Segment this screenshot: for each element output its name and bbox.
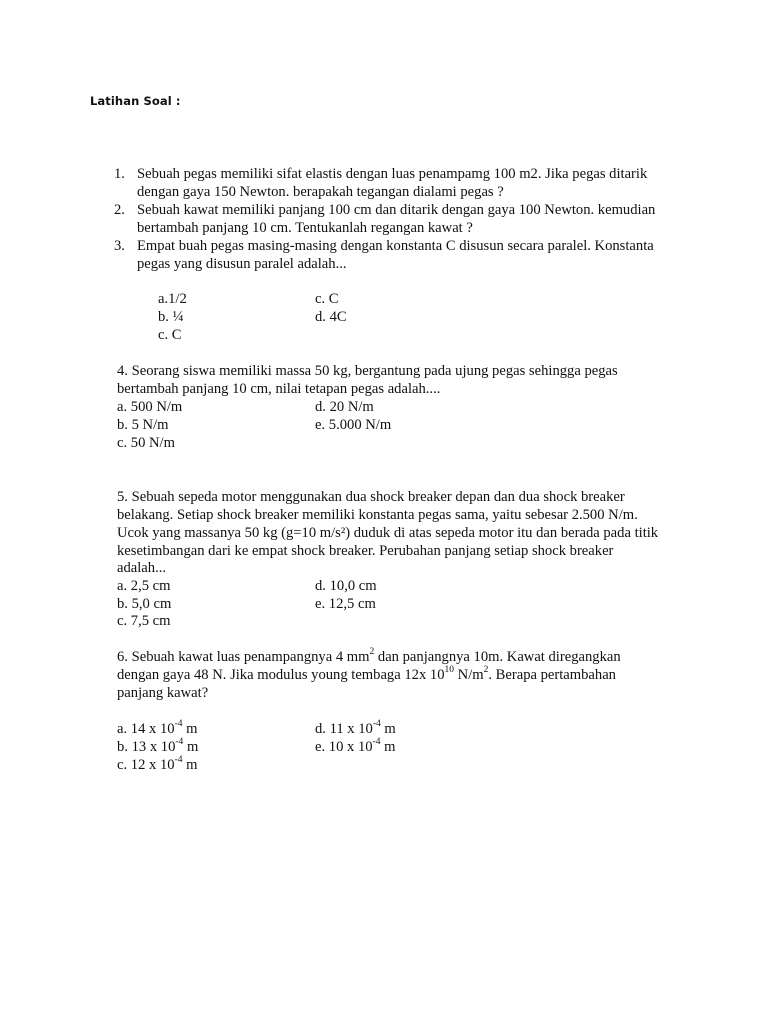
answer-option-e: e. 10 x $10^{-4}$ m	[315, 737, 396, 755]
answer-option-e: e. 5.000 N/m	[315, 417, 392, 433]
question-text-line: kesetimbangan dari ke empat shock breaker. Perubahan panjang setiap shock breaker	[117, 543, 614, 559]
worksheet-heading: Latihan Soal :	[90, 94, 181, 108]
answer-option-c: c. 7,5 cm	[117, 613, 171, 629]
answer-option-d: d. 20 N/m	[315, 399, 374, 415]
question-text-line: 4. Seorang siswa memiliki massa 50 kg, bergantung pada ujung pegas sehingga pegas	[117, 363, 618, 379]
answer-option-b: b. 5,0 cm	[117, 596, 172, 612]
question-text-line: Sebuah pegas memiliki sifat elastis dengan luas penampamg 100 m2. Jika pegas ditarik	[137, 166, 648, 182]
answer-option-e: e. 12,5 cm	[315, 596, 376, 612]
answer-option-d: d. 11 x $10^{-4}$ m	[315, 719, 396, 737]
answer-option-a: a. 2,5 cm	[117, 578, 171, 594]
answer-option-c: c. C	[315, 291, 339, 307]
question-text-line: bertambah panjang 10 cm. Tentukanlah regangan kawat ?	[137, 220, 473, 236]
question-number: 1.	[114, 166, 125, 182]
question-text-line: bertambah panjang 10 cm, nilai tetapan pegas adalah....	[117, 381, 441, 397]
question-text-line: pegas yang disusun paralel adalah...	[137, 256, 347, 272]
answer-option-c: c. 12 x $10^{-4}$ m	[117, 755, 198, 773]
question-text-line: 5. Sebuah sepeda motor menggunakan dua shock breaker depan dan dua shock breaker	[117, 489, 625, 505]
question-number: 2.	[114, 202, 125, 218]
answer-option-b: b. ¼	[158, 309, 184, 325]
question-number: 3.	[114, 238, 125, 254]
question-text-line: belakang. Setiap shock breaker memiliki konstanta pegas sama, yaitu sebesar 2.500 N/m.	[117, 507, 638, 523]
question-text-line: dengan gaya 48 N. Jika modulus young tembaga 12x $10^{10}$ $N/m^2$. Berapa pertambahan	[117, 665, 616, 683]
answer-option-a: a. 14 x $10^{-4}$ m	[117, 719, 198, 737]
question-text-line: dengan gaya 150 Newton. berapakah tegangan dialami pegas ?	[137, 184, 504, 200]
answer-option-b: b. 13 x $10^{-4}$ m	[117, 737, 199, 755]
question-text-line: panjang kawat?	[117, 685, 209, 701]
answer-option-d: d. 10,0 cm	[315, 578, 377, 594]
answer-option-d: d. 4C	[315, 309, 347, 325]
answer-option-c: c. 50 N/m	[117, 435, 175, 451]
question-text-line: adalah...	[117, 560, 167, 576]
answer-option-a: a. 500 N/m	[117, 399, 183, 415]
question-text-line: Ucok yang massanya 50 kg (g=10 m/s²) duduk di atas sepeda motor itu dan berada pada titik	[117, 525, 659, 541]
answer-option-b: b. 5 N/m	[117, 417, 169, 433]
answer-option-c: c. C	[158, 327, 182, 343]
question-text-line: 6. Sebuah kawat luas penampangnya 4 $mm^2$ dan panjangnya 10m. Kawat diregangkan	[117, 647, 621, 665]
question-text-line: Sebuah kawat memiliki panjang 100 cm dan ditarik dengan gaya 100 Newton. kemudian	[137, 202, 656, 218]
answer-option-a: a.1/2	[158, 291, 187, 307]
question-text-line: Empat buah pegas masing-masing dengan konstanta C disusun secara paralel. Konstanta	[137, 238, 654, 254]
